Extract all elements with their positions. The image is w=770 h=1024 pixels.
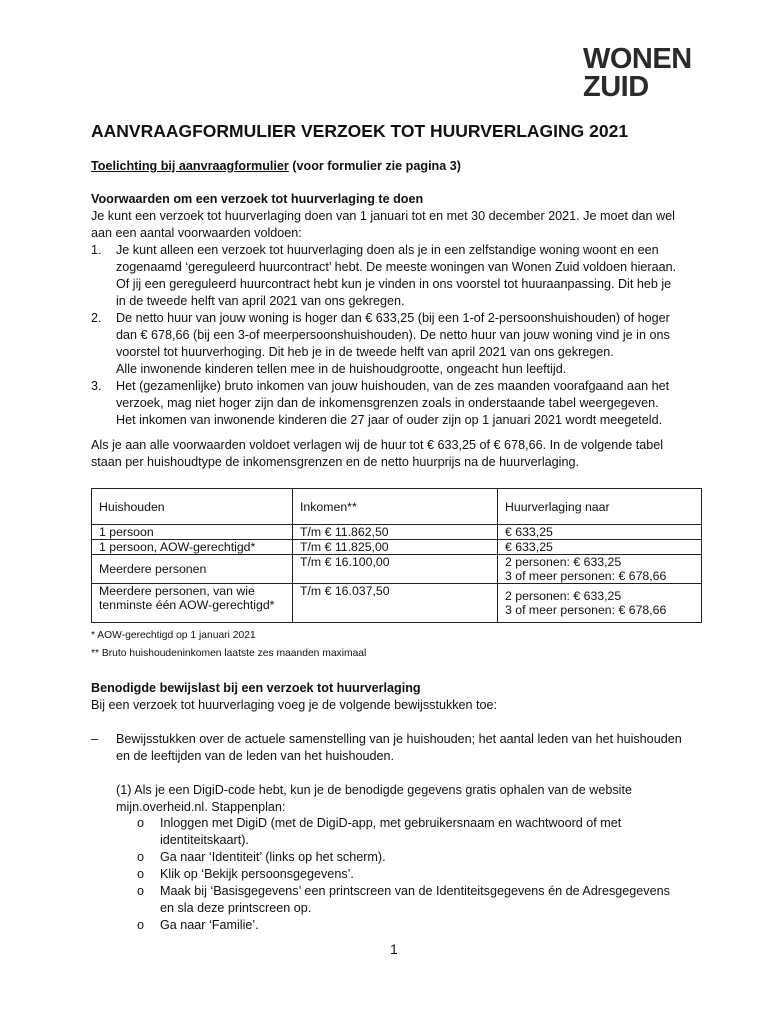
table-cell: T/m € 11.862,50 xyxy=(293,525,498,540)
bullet-icon: o xyxy=(137,867,145,881)
table-row xyxy=(92,584,702,623)
list-item-line: De netto huur van jouw woning is hoger dan € 633,25 (bij een 1-of 2-persoonshuishouden) of hoger xyxy=(116,311,670,325)
bewijslast-item-line: en de leeftijden van de leden van het huishouden. xyxy=(116,749,394,763)
list-item-line: Je kunt alleen een verzoek tot huurverlaging doen als je in een zelfstandige woning woont en een xyxy=(116,243,659,257)
toelichting-note: (voor formulier zie pagina 3) xyxy=(288,159,461,173)
income-table xyxy=(91,488,702,623)
page-number: 1 xyxy=(390,941,398,957)
table-header-cell: Huishouden xyxy=(92,489,293,525)
table-cell-line: 2 personen: € 633,25 xyxy=(505,589,622,603)
table-row xyxy=(92,555,702,584)
digid-line: mijn.overheid.nl. Stappenplan: xyxy=(116,800,286,814)
table-cell: T/m € 16.037,50 xyxy=(293,584,498,623)
list-number: 1. xyxy=(91,243,102,257)
table-cell-line: Meerdere personen, van wie xyxy=(99,584,255,598)
table-cell-line: 3 of meer personen: € 678,66 xyxy=(505,603,667,617)
table-cell: T/m € 16.100,00 xyxy=(293,555,498,584)
step-line: identiteitskaart). xyxy=(160,833,249,847)
toelichting-link[interactable]: Toelichting bij aanvraagformulier xyxy=(91,159,289,173)
bullet-icon: o xyxy=(137,918,145,932)
voorwaarden-outro-line: staan per huishoudtype de inkomensgrenzen en de netto huurprijs na de huurverlaging. xyxy=(91,455,579,469)
step-line: Ga naar ‘Familie’. xyxy=(160,918,259,932)
bewijslast-heading: Benodigde bewijslast bij een verzoek tot huurverlaging xyxy=(91,681,421,695)
table-header-cell: Huurverlaging naar xyxy=(498,489,702,525)
table-cell-line: 3 of meer personen: € 678,66 xyxy=(505,569,667,583)
voorwaarden-intro-line: Je kunt een verzoek tot huurverlaging doen van 1 januari tot en met 30 december 2021. Je moet dan wel xyxy=(91,209,675,223)
table-cell: 1 persoon xyxy=(92,525,293,540)
voorwaarden-heading: Voorwaarden om een verzoek tot huurverlaging te doen xyxy=(91,192,424,206)
footnote: ** Bruto huishoudeninkomen laatste zes maanden maximaal xyxy=(91,648,367,659)
table-cell xyxy=(498,555,702,584)
table-cell-line: 2 personen: € 633,25 xyxy=(505,555,622,569)
table-header-row xyxy=(92,489,702,525)
table-cell xyxy=(92,584,293,623)
list-item-line: Of jij een gereguleerd huurcontract hebt kun je vinden in ons voorstel tot huuraanpassing. Dit heb je xyxy=(116,277,672,291)
list-item-line: Alle inwonende kinderen tellen mee in de huishoudgrootte, ongeacht hun leeftijd. xyxy=(116,362,567,376)
table-cell xyxy=(498,584,702,623)
table-header-cell: Inkomen** xyxy=(293,489,498,525)
voorwaarden-intro-line: aan een aantal voorwaarden voldoen: xyxy=(91,226,302,240)
table-cell: 1 persoon, AOW-gerechtigd* xyxy=(92,540,293,555)
logo-line-1: WONEN xyxy=(583,43,692,75)
bewijslast-intro: Bij een verzoek tot huurverlaging voeg je de volgende bewijsstukken toe: xyxy=(91,698,498,712)
step-line: Ga naar ‘Identiteit’ (links op het scherm). xyxy=(160,850,386,864)
step-line: en sla deze printscreen op. xyxy=(160,901,312,915)
list-item-line: dan € 678,66 (bij een 3-of meerpersoonshuishouden). De netto huur van jouw woning vind je in ons xyxy=(116,328,670,342)
step-line: Klik op ‘Bekijk persoonsgegevens’. xyxy=(160,867,354,881)
table-cell: € 633,25 xyxy=(498,540,702,555)
logo-line-2: ZUID xyxy=(583,71,649,103)
table-row xyxy=(92,540,702,555)
list-number: 2. xyxy=(91,311,102,325)
step-line: Maak bij ‘Basisgegevens’ een printscreen van de Identiteitsgegevens én de Adresgegevens xyxy=(160,884,670,898)
list-item-line: voorstel tot huurverhoging. Dit heb je in de tweede helft van april 2021 van ons gekregen. xyxy=(116,345,614,359)
bullet-icon: o xyxy=(137,816,145,830)
toelichting-line xyxy=(91,158,461,175)
bewijslast-item-line: Bewijsstukken over de actuele samenstelling van je huishouden; het aantal leden van het huishouden xyxy=(116,732,682,746)
table-row xyxy=(92,525,702,540)
list-item-line: Het inkomen van inwonende kinderen die 27 jaar of ouder zijn op 1 januari 2021 wordt meegeteld. xyxy=(116,413,663,427)
wonen-zuid-logo xyxy=(583,45,703,101)
table-cell: T/m € 11.825,00 xyxy=(293,540,498,555)
list-item-line: Het (gezamenlijke) bruto inkomen van jouw huishouden, van de zes maanden voorafgaand aan het xyxy=(116,379,670,393)
page-title: AANVRAAGFORMULIER VERZOEK TOT HUURVERLAGING 2021 xyxy=(91,121,629,141)
bullet-icon: o xyxy=(137,884,145,898)
list-item-line: verzoek, mag niet hoger zijn dan de inkomensgrenzen zoals in onderstaande tabel weergegeven. xyxy=(116,396,659,410)
voorwaarden-outro-line: Als je aan alle voorwaarden voldoet verlagen wij de huur tot € 633,25 of € 678,66. In de volgende tabel xyxy=(91,438,664,452)
list-item-line: zogenaamd ‘gereguleerd huurcontract’ hebt. De meeste woningen van Wonen Zuid voldoen hieraan. xyxy=(116,260,677,274)
list-item-line: in de tweede helft van april 2021 van ons gekregen. xyxy=(116,294,405,308)
bullet-icon: o xyxy=(137,850,145,864)
table-cell: € 633,25 xyxy=(498,525,702,540)
table-cell: Meerdere personen xyxy=(92,555,293,584)
list-number: 3. xyxy=(91,379,102,393)
table-cell-line: tenminste één AOW-gerechtigd* xyxy=(99,598,275,612)
digid-line: (1) Als je een DigiD-code hebt, kun je de benodigde gegevens gratis ophalen van de website xyxy=(116,783,632,797)
footnote: * AOW-gerechtigd op 1 januari 2021 xyxy=(91,630,256,641)
dash-bullet: – xyxy=(91,732,99,746)
step-line: Inloggen met DigiD (met de DigiD-app, met gebruikersnaam en wachtwoord of met xyxy=(160,816,622,830)
